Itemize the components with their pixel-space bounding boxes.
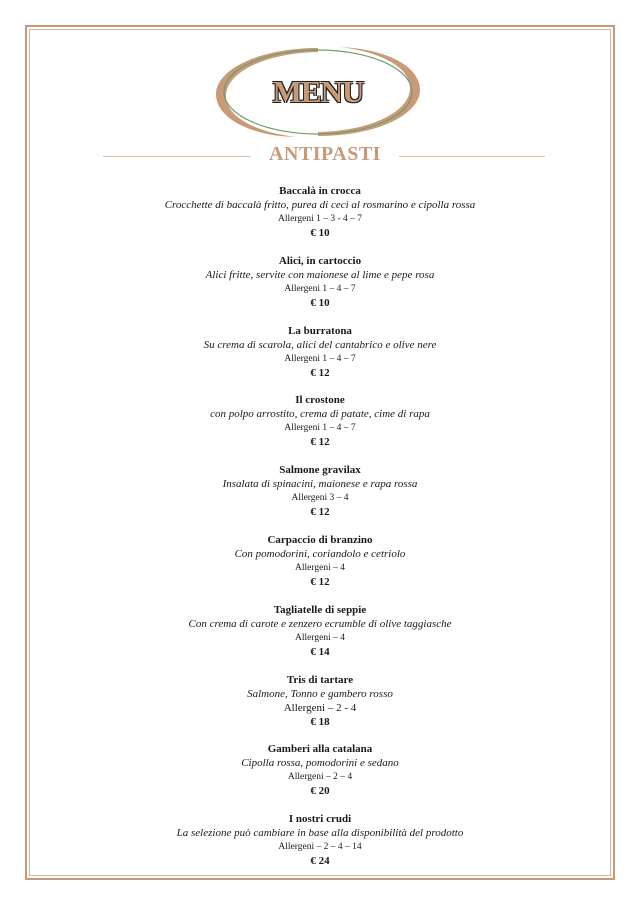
- item-price: € 20: [310, 785, 330, 798]
- item-name: Tagliatelle di seppie: [273, 603, 367, 616]
- item-name: Alici, in cartoccio: [278, 254, 362, 267]
- logo-title: MENU: [272, 74, 364, 109]
- item-allergens: Allergeni 1 – 3 - 4 – 7: [278, 214, 362, 224]
- item-description: Con pomodorini, coriandolo e cetriolo: [234, 547, 406, 560]
- item-allergens: Allergeni – 2 – 4 – 14: [278, 842, 362, 853]
- item-description: Insalata di spinacini, maionese e rapa rossa: [222, 478, 418, 491]
- item-price: € 12: [310, 506, 330, 519]
- item-allergens: Allergeni – 4: [295, 632, 345, 643]
- item-name: La burratona: [288, 324, 352, 337]
- item-description: Crocchette di baccalà fritto, purea di ceci al rosmarino e cipolla rossa: [164, 199, 476, 211]
- menu-item: [30, 812, 610, 882]
- item-allergens: Allergeni – 2 - 4: [283, 701, 357, 714]
- item-allergens: Allergeni – 2 – 4: [287, 772, 353, 783]
- item-name: Salmone gravilax: [279, 464, 361, 477]
- menu-item: [30, 254, 610, 324]
- divider-left: [103, 156, 251, 157]
- item-allergens: Allergeni – 4: [295, 562, 345, 573]
- menu-item: [30, 393, 610, 463]
- divider-right: [399, 156, 545, 157]
- item-name: Tris di tartare: [286, 673, 354, 686]
- item-name: Carpaccio di branzino: [267, 533, 373, 546]
- item-description: La selezione può cambiare in base alla disponibilità del prodotto: [176, 827, 464, 840]
- item-price: € 24: [310, 855, 330, 868]
- item-name: Gamberi alla catalana: [267, 743, 373, 756]
- section-header: [103, 143, 545, 171]
- item-description: Salmone, Tonno e gambero rosso: [247, 687, 393, 700]
- item-price: € 18: [310, 715, 330, 728]
- item-price: € 12: [310, 575, 330, 588]
- item-allergens: Allergeni 3 – 4: [291, 493, 349, 504]
- item-price: € 12: [310, 436, 330, 449]
- item-name: Il crostone: [295, 394, 345, 407]
- item-allergens: Allergeni 1 – 4 – 7: [284, 283, 356, 294]
- menu-item: [30, 533, 610, 603]
- section-title: ANTIPASTI: [269, 143, 381, 165]
- menu-item: [30, 603, 610, 673]
- item-name: Baccalà in crocca: [279, 185, 361, 197]
- menu-item: [30, 463, 610, 533]
- menu-item: [30, 673, 610, 743]
- menu-logo: [210, 44, 426, 140]
- item-price: € 14: [310, 645, 330, 658]
- menu-item: [30, 184, 610, 254]
- menu-items-list: [30, 184, 610, 882]
- item-description: con polpo arrostito, crema di patate, cime di rapa: [210, 408, 430, 421]
- item-allergens: Allergeni 1 – 4 – 7: [284, 423, 356, 434]
- menu-item: [30, 742, 610, 812]
- item-allergens: Allergeni 1 – 4 – 7: [284, 353, 356, 364]
- item-price: € 10: [310, 227, 330, 239]
- item-description: Su crema di scarola, alici del cantabrico e olive nere: [203, 338, 437, 351]
- item-description: Cipolla rossa, pomodorini e sedano: [241, 757, 399, 770]
- item-price: € 12: [310, 366, 330, 379]
- menu-item: [30, 324, 610, 394]
- item-description: Con crema di carote e zenzero ecrumble di olive taggiasche: [188, 617, 452, 630]
- item-name: I nostri crudi: [288, 813, 352, 826]
- item-price: € 10: [310, 296, 330, 309]
- item-description: Alici fritte, servite con maionese al lime e pepe rosa: [205, 268, 435, 281]
